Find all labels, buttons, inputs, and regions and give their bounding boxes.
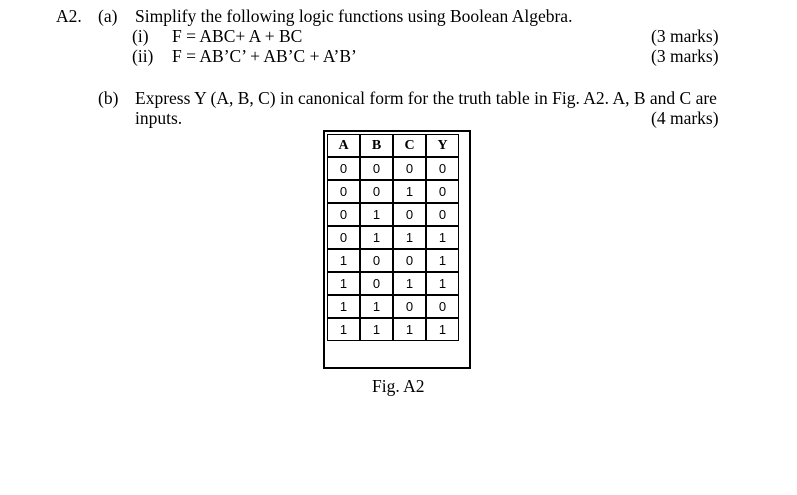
item-i-label: (i) [132,26,149,46]
part-b-marks: (4 marks) [651,108,719,128]
header-y: Y [426,134,459,157]
question-number: A2. [56,6,82,26]
table-row [327,180,459,203]
cell-c: 1 [393,272,426,295]
table-row [327,203,459,226]
cell-c: 1 [393,318,426,341]
cell-b: 0 [360,180,393,203]
figure-caption: Fig. A2 [372,376,425,396]
table-row [327,295,459,318]
cell-y: 1 [426,249,459,272]
cell-b: 0 [360,157,393,180]
cell-a: 0 [327,157,360,180]
part-a-label: (a) [98,6,118,26]
part-b-label: (b) [98,88,119,108]
item-ii-marks: (3 marks) [651,46,719,66]
cell-y: 0 [426,203,459,226]
cell-a: 1 [327,249,360,272]
table-row [327,157,459,180]
header-c: C [393,134,426,157]
cell-a: 1 [327,272,360,295]
cell-c: 0 [393,249,426,272]
table-row [327,249,459,272]
item-i-marks: (3 marks) [651,26,719,46]
cell-a: 1 [327,295,360,318]
cell-a: 0 [327,180,360,203]
cell-c: 0 [393,203,426,226]
table-row [327,226,459,249]
cell-y: 1 [426,318,459,341]
part-a-instruction: Simplify the following logic functions using Boolean Algebra. [135,6,573,26]
cell-b: 1 [360,318,393,341]
cell-y: 1 [426,272,459,295]
truth-table [323,130,471,369]
cell-a: 0 [327,226,360,249]
cell-y: 1 [426,226,459,249]
part-b-text-line1: Express Y (A, B, C) in canonical form for the truth table in Fig. A2. A, B and C are [135,88,717,108]
cell-y: 0 [426,295,459,318]
item-ii-expression: F = AB’C’ + AB’C + A’B’ [172,46,357,66]
cell-b: 0 [360,272,393,295]
cell-b: 1 [360,295,393,318]
header-a: A [327,134,360,157]
cell-b: 1 [360,203,393,226]
header-b: B [360,134,393,157]
truth-table-header-row [327,134,459,157]
cell-c: 0 [393,295,426,318]
cell-b: 1 [360,226,393,249]
cell-a: 1 [327,318,360,341]
cell-a: 0 [327,203,360,226]
table-row [327,318,459,341]
cell-y: 0 [426,157,459,180]
cell-b: 0 [360,249,393,272]
cell-c: 0 [393,157,426,180]
part-b-text-line2: inputs. [135,108,183,128]
item-ii-label: (ii) [132,46,154,66]
table-row [327,272,459,295]
cell-c: 1 [393,226,426,249]
cell-y: 0 [426,180,459,203]
item-i-expression: F = ABC+ A + BC [172,26,303,46]
cell-c: 1 [393,180,426,203]
